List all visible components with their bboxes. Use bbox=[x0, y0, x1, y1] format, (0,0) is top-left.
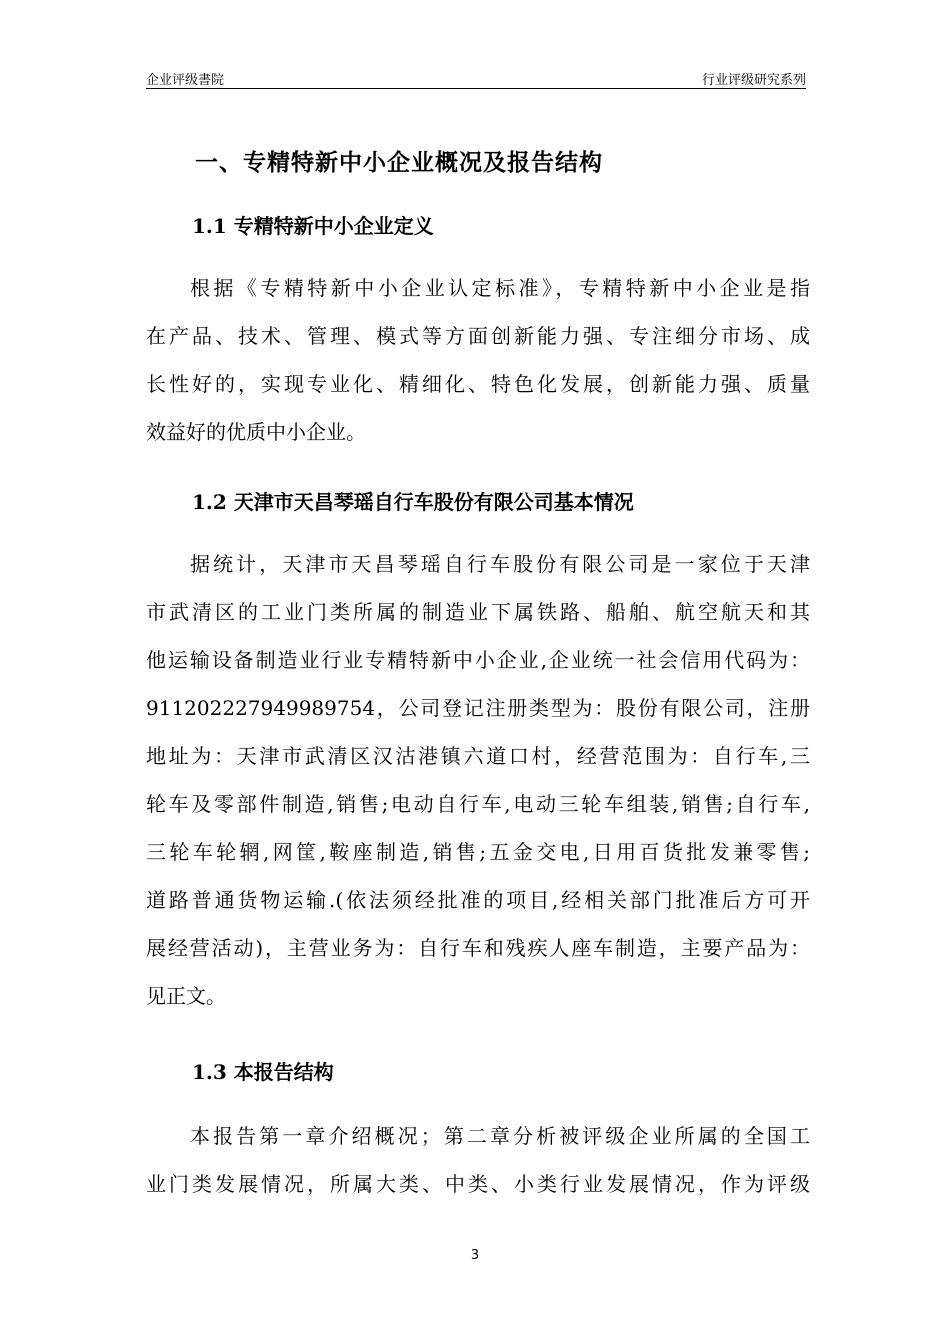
section-title: 一、专精特新中小企业概况及报告结构 bbox=[195, 149, 603, 176]
paragraph-line: 见正文。 bbox=[146, 984, 226, 1008]
paragraph-line: 地址为：天津市武清区汉沽港镇六道口村，经营范围为：自行车,三 bbox=[146, 744, 810, 768]
paragraph-line: 据统计，天津市天昌琴瑶自行车股份有限公司是一家位于天津 bbox=[190, 552, 810, 576]
page-number: 3 bbox=[470, 1248, 480, 1263]
paragraph-line: 业门类发展情况，所属大类、中类、小类行业发展情况，作为评级 bbox=[146, 1172, 810, 1196]
header-publisher: 企业评级書院 bbox=[146, 73, 225, 88]
paragraph-line: 长性好的，实现专业化、精细化、特色化发展，创新能力强、质量 bbox=[146, 372, 810, 396]
header-series: 行业评级研究系列 bbox=[701, 73, 806, 88]
subsection-1-3-heading: 1.3 本报告结构 bbox=[192, 1060, 334, 1084]
paragraph-line: 效益好的优质中小企业。 bbox=[146, 420, 366, 444]
paragraph-line: 本报告第一章介绍概况；第二章分析被评级企业所属的全国工 bbox=[190, 1124, 810, 1148]
paragraph-line: 展经营活动)，主营业务为：自行车和残疾人座车制造，主要产品为： bbox=[146, 936, 810, 960]
paragraph-line: 道路普通货物运输.(依法须经批准的项目,经相关部门批准后方可开 bbox=[146, 888, 810, 912]
paragraph-line: 他运输设备制造业行业专精特新中小企业,企业统一社会信用代码为： bbox=[146, 648, 810, 672]
paragraph-definition bbox=[146, 264, 810, 456]
paragraph-line: 根据《专精特新中小企业认定标准》，专精特新中小企业是指 bbox=[190, 276, 810, 300]
subsection-1-1-heading: 1.1 专精特新中小企业定义 bbox=[192, 214, 434, 238]
paragraph-line: 911202227949989754，公司登记注册类型为：股份有限公司，注册 bbox=[146, 696, 810, 720]
header-divider bbox=[146, 88, 806, 89]
page-header bbox=[146, 64, 806, 88]
paragraph-line: 三轮车轮辋,网筐,鞍座制造,销售;五金交电,日用百货批发兼零售; bbox=[146, 840, 810, 864]
paragraph-line: 轮车及零部件制造,销售;电动自行车,电动三轮车组装,销售;自行车, bbox=[146, 792, 810, 816]
paragraph-company-info bbox=[146, 540, 810, 1020]
paragraph-line: 在产品、技术、管理、模式等方面创新能力强、专注细分市场、成 bbox=[146, 324, 810, 348]
paragraph-report-structure bbox=[146, 1112, 810, 1208]
paragraph-line: 市武清区的工业门类所属的制造业下属铁路、船舶、航空航天和其 bbox=[146, 600, 810, 624]
subsection-1-2-heading: 1.2 天津市天昌琴瑶自行车股份有限公司基本情况 bbox=[192, 490, 634, 514]
